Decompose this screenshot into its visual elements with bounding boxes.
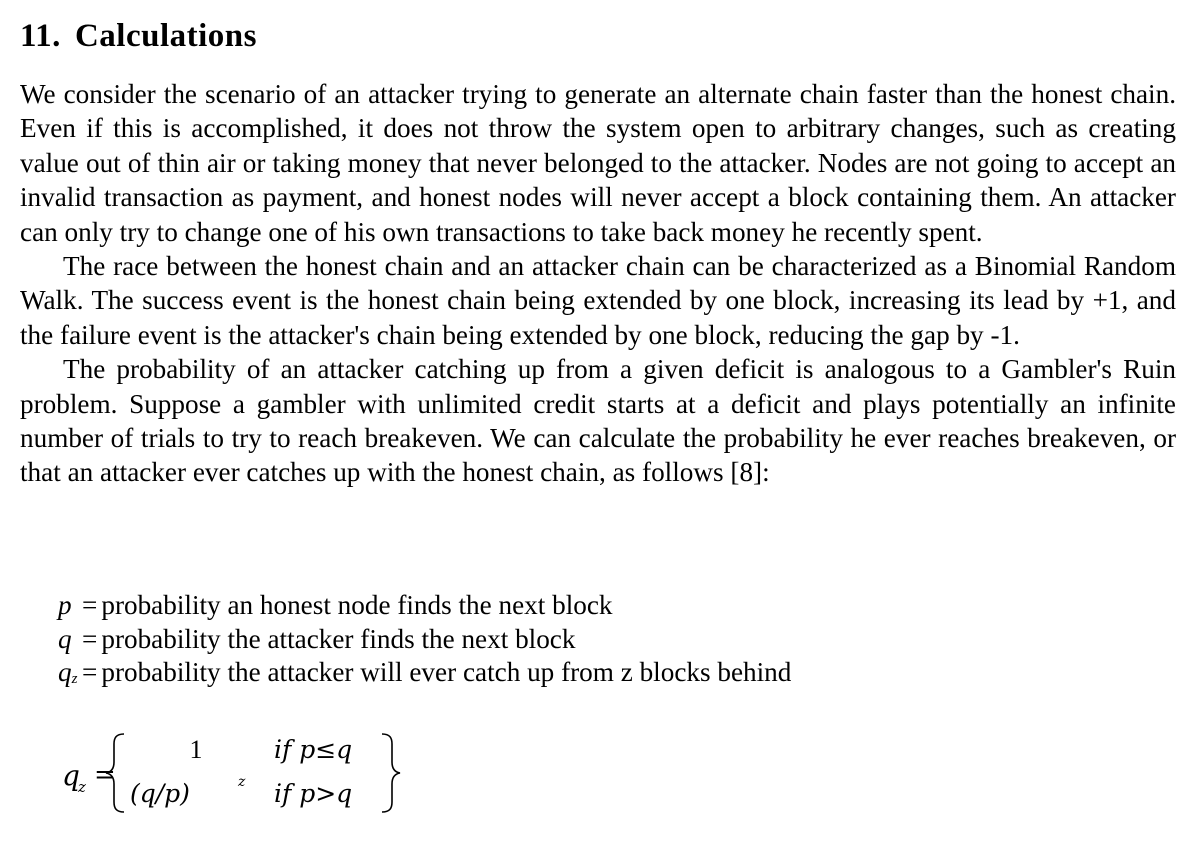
equals-sign: = xyxy=(82,657,98,688)
case1-value: 1 xyxy=(189,735,203,764)
case2-value: (q/p) xyxy=(130,779,190,808)
definition-text: probability the attacker finds the next block xyxy=(101,623,576,654)
definitions-list xyxy=(58,589,791,690)
definition-p xyxy=(58,589,791,623)
definition-text: probability an honest node finds the next block xyxy=(101,590,613,620)
equals-sign: = xyxy=(82,590,98,620)
section-number: 11. xyxy=(20,18,61,54)
case1-condition: if p≤q xyxy=(274,735,353,764)
symbol-q: q xyxy=(58,623,72,654)
symbol-qz: $q_z$ xyxy=(58,657,78,688)
symbol-p: p xyxy=(58,590,72,620)
piecewise-formula xyxy=(56,722,416,822)
section-body xyxy=(20,77,1176,490)
paragraph-gamblers-ruin: The probability of an attacker catching up from a given deficit is analogous to a Gambler's Ruin problem. Suppose a gambler with unlimited credit starts at a deficit and plays potentially an infinite number of trials to try to reach breakeven. We can calculate the probability he ever reaches breakeven, or that an attacker ever catches up with the honest chain, as follows [8]: xyxy=(20,354,1176,488)
case2-exponent: z xyxy=(238,774,246,790)
definition-q xyxy=(58,623,791,657)
section-title: Calculations xyxy=(74,18,257,54)
right-brace xyxy=(382,734,400,812)
formula-lhs-symbol: q xyxy=(62,759,80,792)
paragraph-random-walk: The race between the honest chain and an attacker chain can be characterized as a Binomial Random Walk. The success event is the honest chain being extended by one block, increasing its lead by +1, and the failure event is the attacker's chain being extended by one block, reducing the gap by -1. xyxy=(20,251,1176,350)
paragraph-intro: We consider the scenario of an attacker trying to generate an alternate chain faster than the honest chain. Even if this is accomplished, it does not throw the system open to arbitrary changes, such as creating value out of thin air or taking money that never belonged to the attacker. Nodes are not going to accept an invalid transaction as payment, and honest nodes will never accept a block containing them. An attacker can only try to change one of his own transactions to take back money he recently spent. xyxy=(20,79,1176,247)
equals-sign: = xyxy=(82,623,98,654)
case2-condition: if p>q xyxy=(274,779,353,808)
formula-equals: = xyxy=(94,760,116,790)
definition-text: probability the attacker will ever catch up from z blocks behind xyxy=(101,657,792,688)
section-heading xyxy=(20,14,257,58)
definition-qz xyxy=(58,656,791,690)
formula-lhs-subscript: z xyxy=(78,778,86,796)
